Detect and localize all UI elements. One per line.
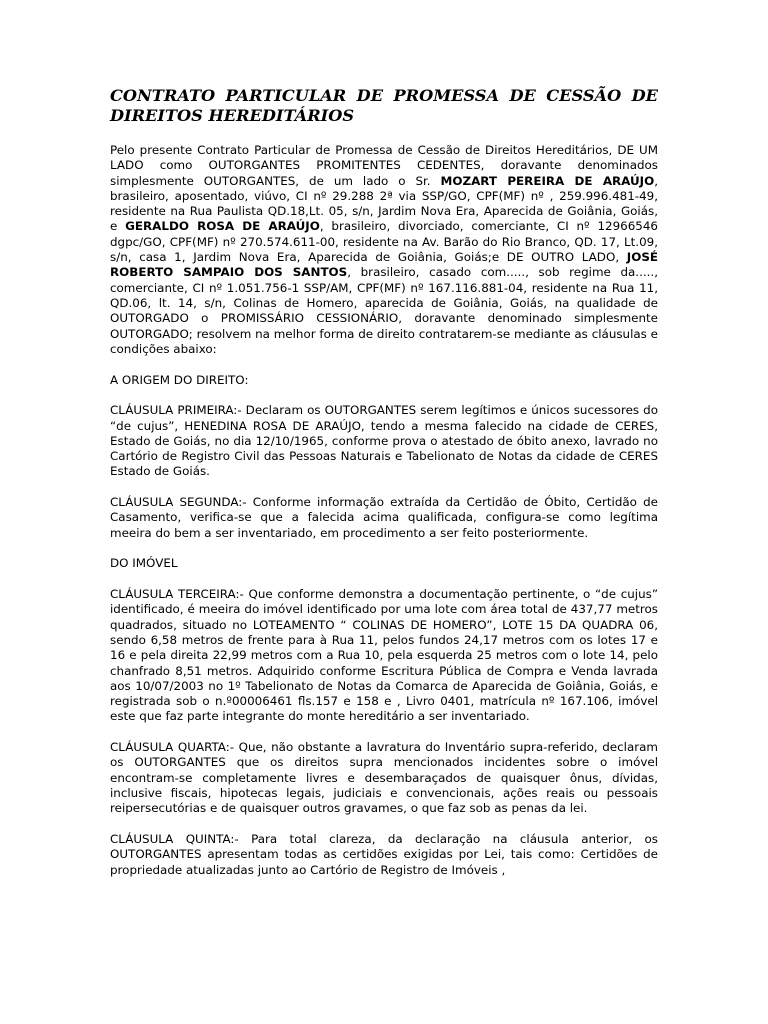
clausula-segunda: CLÁUSULA SEGUNDA:- Conforme informação extraída da Certidão de Óbito, Certidão de Casamento, verifica-se que a falecida acima qualificada, configura-se como legítima meeira do bem a ser inventariado, em procedimento a ser feito posteriormente. — [110, 495, 658, 540]
intro-text-3: , brasileiro, divorciado, comerciante, CI nº 12966546 dgpc/GO, CPF(MF) nº 270.574.611-00, residente na Av. Barão do Rio Branco, QD. 17, Lt.09, s/n, casa 1, Jardim Nova Era, Aparecida de Goiânia, Goiás;e DE OUTRO LADO, — [110, 219, 658, 265]
clausula-quinta: CLÁUSULA QUINTA:- Para total clareza, da declaração na cláusula anterior, os OUTORGANTES apresentam todas as certidões exigidas por Lei, tais como: Certidões de propriedade atualizadas junto ao Cartório de Registro de Imóveis , — [110, 832, 658, 877]
intro-paragraph — [110, 143, 658, 357]
party-name-geraldo: GERALDO ROSA DE ARAÚJO — [125, 219, 320, 234]
document-body — [110, 86, 658, 893]
intro-text-1: Pelo presente Contrato Particular de Promessa de Cessão de Direitos Hereditários, DE UM LADO como OUTORGANTES PROMITENTES CEDENTES, doravante denominados simplesmente OUTORGANTES, de um lado o Sr. — [110, 143, 658, 188]
clausula-terceira: CLÁUSULA TERCEIRA:- Que conforme demonstra a documentação pertinente, o “de cujus” identificado, é meeira do imóvel identificado por uma lote com área total de 437,77 metros quadrados, situado no LOTEAMENTO “ COLINAS DE HOMERO”, LOTE 15 DA QUADRA 06, sendo 6,58 metros de frente para à Rua 11, pelos fundos 24,17 metros com os lotes 17 e 16 e pela direita 22,99 metros com a Rua 10, pela esquerda 25 metros com o lote 14, pelo chanfrado 8,51 metros. Adquirido conforme Escritura Pública de Compra e Venda lavrada aos 10/07/2003 no 1º Tabelionato de Notas da Comarca de Aparecida de Goiânia, Goiás, e registrada sob o n.º00006461 fls.157 e 158 e , Livro 0401, matrícula nº 167.106, imóvel este que faz parte integrante do monte hereditário a ser inventariado. — [110, 587, 658, 724]
section-heading-origem: A ORIGEM DO DIREITO: — [110, 372, 249, 387]
intro-text-4: , brasileiro, casado com....., sob regime da....., comerciante, CI nº 1.051.756-1 SSP/AM, CPF(MF) nº 167.116.881-04, residente na Rua 11, QD.06, lt. 14, s/n, Colinas de Homero, aparecida de Goiânia, Goiás, na qualidade de OUTORGADO o PROMISSÁRIO CESSIONÁRIO, doravante denominado simplesmente OUTORGADO; resolvem na melhor forma de direito contratarem-se mediante as cláusulas e condições abaixo: — [110, 265, 658, 356]
section-heading-imovel: DO IMÓVEL — [110, 556, 178, 571]
party-name-jose-roberto: JOSÉ ROBERTO SAMPAIO DOS SANTOS — [110, 250, 658, 280]
clausula-quarta: CLÁUSULA QUARTA:- Que, não obstante a lavratura do Inventário supra-referido, declaram os OUTORGANTES que os direitos supra mencionados incidentes sobre o imóvel encontram-se completamente livres e desembaraçados de quaisquer ônus, dívidas, inclusive fiscais, hipotecas legais, judiciais e convencionais, ações reais ou pessoais reipersecutórias e de quaisquer outros gravames, o que faz sob as penas da lei. — [110, 740, 658, 816]
intro-text-2: , brasileiro, aposentado, viúvo, CI nº 29.288 2ª via SSP/GO, CPF(MF) nº , 259.996.481-49, residente na Rua Paulista QD.18,Lt. 05, s/n, Jardim Nova Era, Aparecida de Goiânia, Goiás, e — [110, 173, 658, 234]
clausula-primeira: CLÁUSULA PRIMEIRA:- Declaram os OUTORGANTES serem legítimos e únicos sucessores do “de cujus”, HENEDINA ROSA DE ARAÚJO, tendo a mesma falecido na cidade de CERES, Estado de Goiás, no dia 12/10/1965, conforme prova o atestado de óbito anexo, lavrado no Cartório de Registro Civil das Pessoas Naturais e Tabelionato de Notas da cidade de CERES Estado de Goiás. — [110, 403, 658, 479]
document-title: CONTRATO PARTICULAR DE PROMESSA DE CESSÃO DE DIREITOS HEREDITÁRIOS — [110, 86, 658, 125]
party-name-mozart: MOZART PEREIRA DE ARAÚJO — [440, 173, 655, 188]
